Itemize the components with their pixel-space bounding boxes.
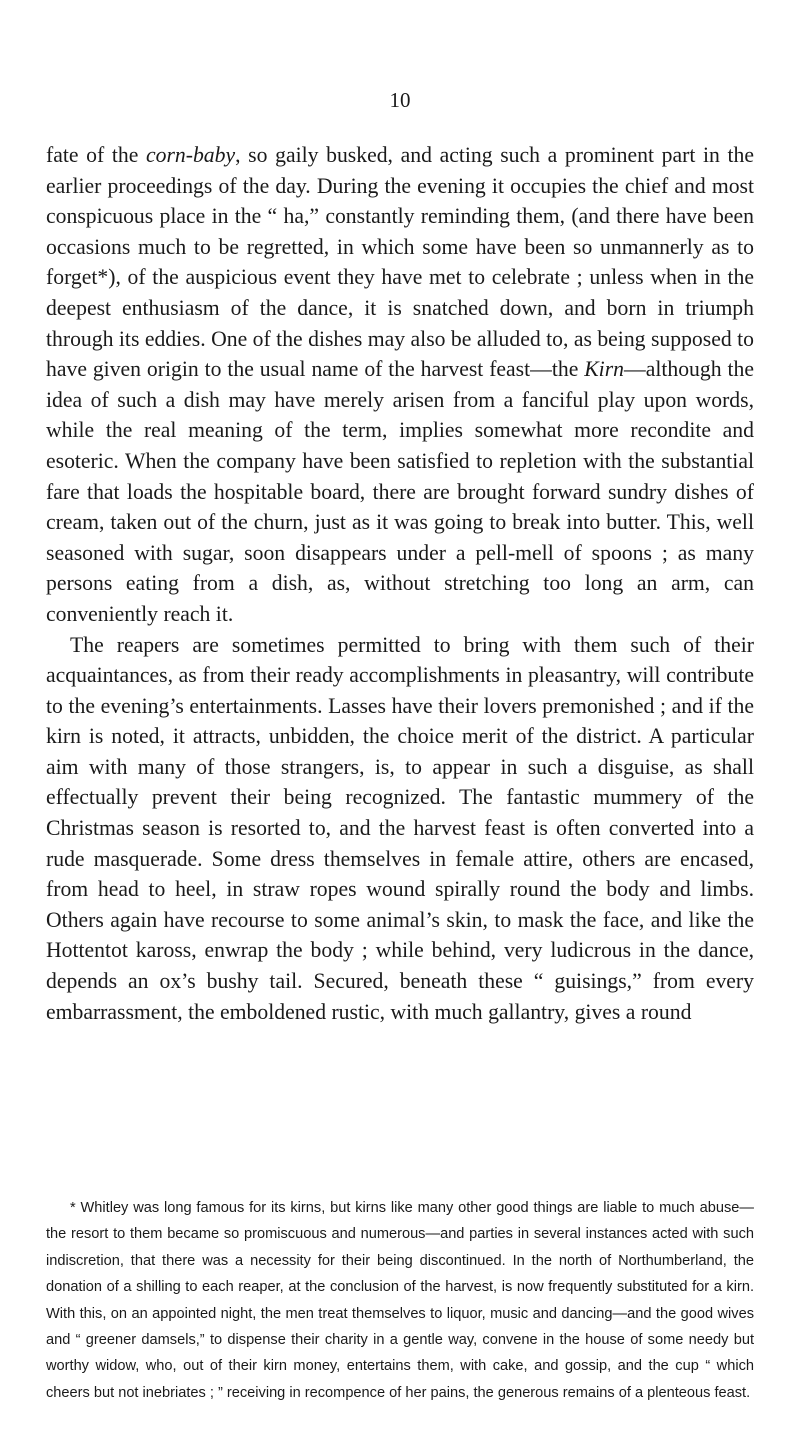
main-text [46, 140, 754, 1027]
corn-baby-term: corn-baby [145, 143, 236, 167]
paragraph-1 [46, 140, 754, 630]
footnote: * Whitley was long famous for its kirns, but kirns like many other good things are liable to much abuse—the resort to them became so promiscuous and numerous—and parties in several instances acted with such indiscretion, that there was a necessity for their being discontinued. In the north of Northumberland, the donation of a shilling to each reaper, at the conclusion of the harvest, is now frequently substituted for a kirn. With this, on an appointed night, the men treat themselves to liquor, music and dancing—and the good wives and “ greener damsels,” to dispense their charity in a gentle way, convene in the house of some needy but worthy widow, who, out of their kirn money, entertains them, with cake, and gossip, and the cup “ which cheers but not inebriates ; ” receiving in recompence of her pains, the generous remains of a plenteous feast. [46, 1200, 754, 1401]
paragraph-1-part-1: fate of the [46, 143, 146, 167]
paragraph-1-part-2: , so gaily busked, and acting such a prominent part in the earlier proceedings of the day. During the evening it occupies the chief and most conspicuous place in the “ ha,” constantly reminding them, (and there have been occasions much to be regretted, in which some have been so unmannerly as to forget*), of the auspicious event they have met to celebrate ; unless when in the deepest enthusiasm of the dance, it is snatched down, and born in triumph through its eddies. One of the dishes may also be alluded to, as being supposed to have given origin to the usual name of the harvest feast—the [46, 143, 755, 382]
kirn-term: Kirn [584, 357, 624, 382]
page-number: 10 [389, 88, 411, 112]
paragraph-2: The reapers are sometimes permitted to bring with them such of their acquaintances, as from their ready accomplishments in pleasantry, will contribute to the evening’s entertainments. Lasses have their lovers premonished ; and if the kirn is noted, it attracts, unbidden, the choice merit of the district. A particular aim with many of those strangers, is, to appear in such a disguise, as shall effectually prevent their being recognized. The fantastic mummery of the Christmas season is resorted to, and the harvest feast is often converted into a rude masquerade. Some dress themselves in female attire, others are encased, from head to heel, in straw ropes wound spirally round the body and limbs. Others again have recourse to some animal’s skin, to mask the face, and like the Hottentot kaross, enwrap the body ; while behind, very ludicrous in the dance, depends an ox’s bushy tail. Secured, beneath these “ guisings,” from every embarrassment, the emboldened rustic, with much gallantry, gives a round [46, 632, 754, 1024]
paragraph-1-part-3: —although the idea of such a dish may have merely arisen from a fanciful play upon words, while the real meaning of the term, implies somewhat more recondite and esoteric. When the company have been satisfied to repletion with the substantial fare that loads the hospitable board, there are brought forward sundry dishes of cream, taken out of the churn, just as it was going to break into butter. This, well seasoned with sugar, soon disappears under a pell-mell of spoons ; as many persons eating from a dish, as, without stretching too long an arm, can conveniently reach it. [46, 357, 754, 626]
